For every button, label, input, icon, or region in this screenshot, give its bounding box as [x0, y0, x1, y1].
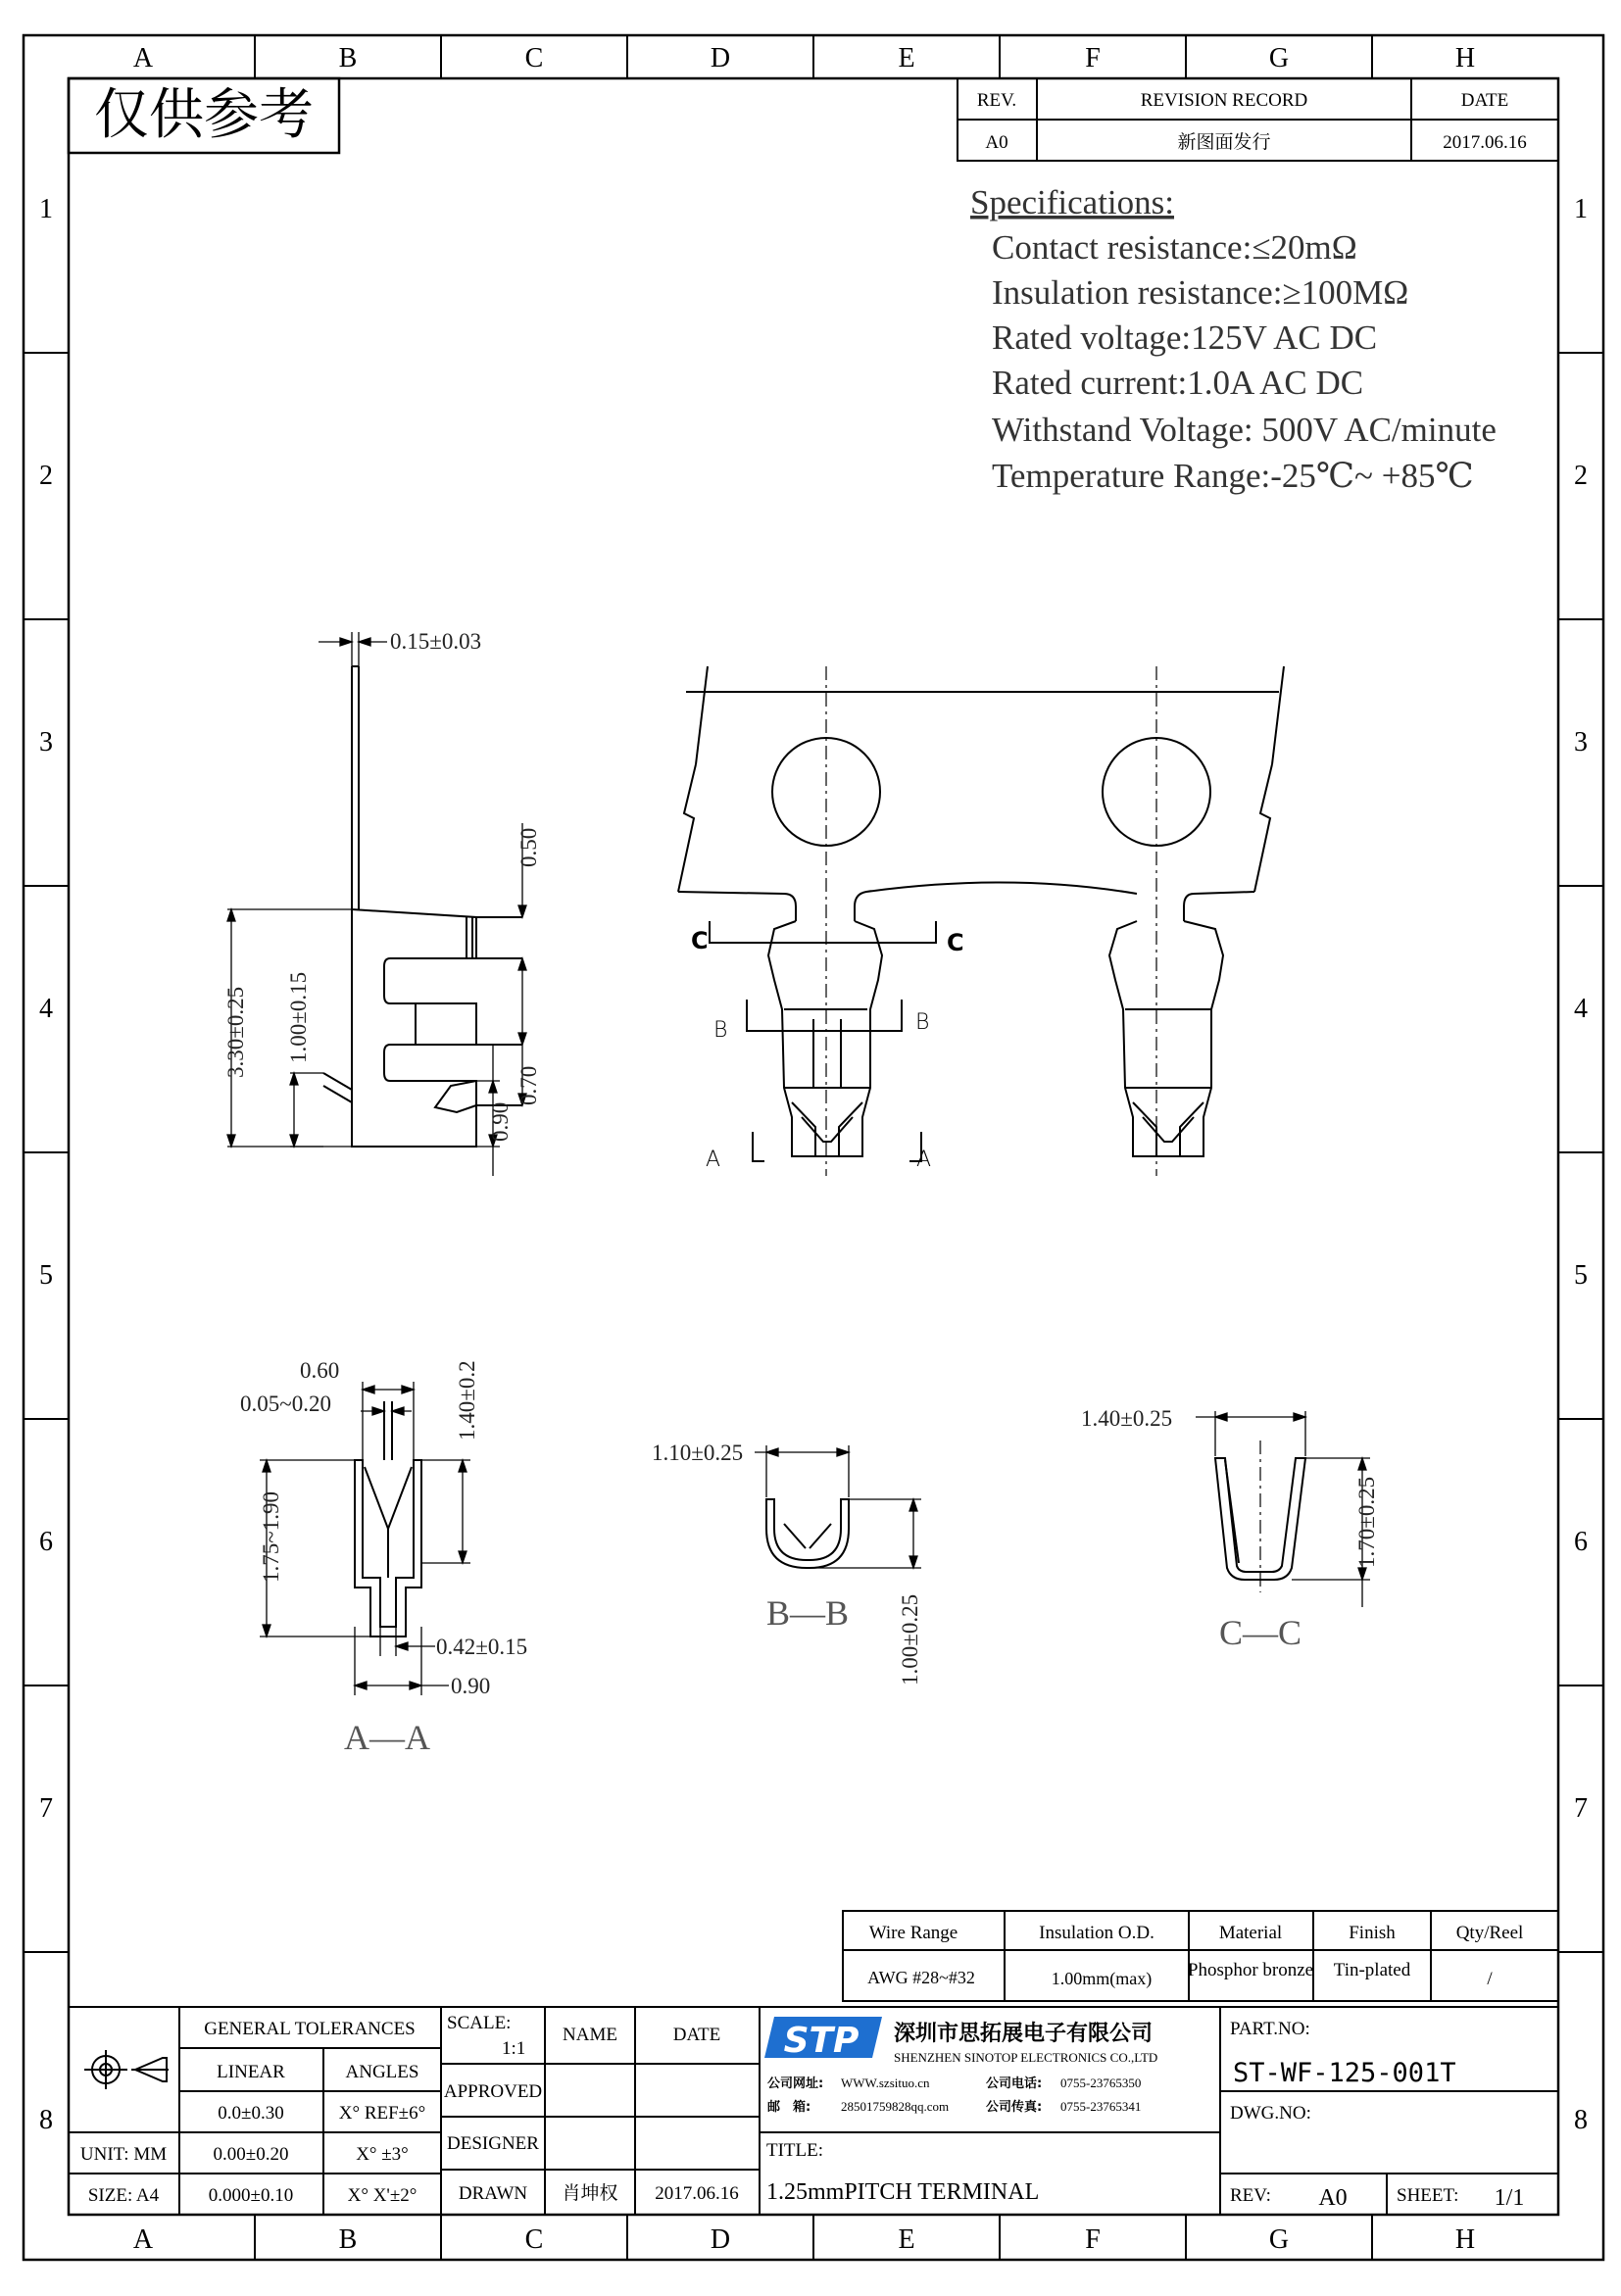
aa-dim-140: 1.40±0.2 [455, 1360, 479, 1441]
row-label-right: 5 [1574, 1260, 1588, 1291]
row-label-left: 6 [39, 1527, 53, 1557]
section-label-b-left: B [713, 1018, 728, 1043]
drawn-name: 肖坤权 [562, 2182, 618, 2204]
col-label-top: H [1454, 43, 1476, 73]
spec-table-header: Finish [1349, 1923, 1396, 1943]
spec-table-header: Material [1218, 1923, 1283, 1943]
rev-label: REV: [1230, 2185, 1271, 2206]
section-label-c-left: C [691, 927, 709, 954]
section-label-a-right: A [916, 1148, 932, 1172]
fax: 0755-23765341 [1060, 2099, 1142, 2114]
spec-table-qty: / [1487, 1969, 1493, 1989]
row-label-right: 3 [1574, 727, 1588, 757]
website-label: 公司网址: [767, 2076, 824, 2091]
approved-label: APPROVED [443, 2081, 543, 2102]
email-label: 邮 箱: [767, 2100, 811, 2115]
aa-dim-175: 1.75~1.90 [259, 1491, 283, 1583]
dim-330: 3.30±0.25 [223, 986, 248, 1078]
row-label-left: 4 [39, 994, 53, 1024]
col-label-top: D [710, 43, 731, 73]
email: 28501759828qq.com [841, 2099, 950, 2114]
linear-label: LINEAR [217, 2062, 285, 2082]
aa-dim-042: 0.42±0.15 [436, 1635, 528, 1659]
unit-label: UNIT: MM [79, 2144, 168, 2165]
section-title-aa: A—A [344, 1718, 430, 1757]
section-label-c-right: C [947, 929, 964, 956]
drawing-title: 1.25mmPITCH TERMINAL [766, 2179, 1040, 2205]
col-label-bottom: E [898, 2224, 915, 2255]
revision-record: 新图面发行 [1177, 131, 1271, 153]
col-label-top: C [524, 43, 544, 73]
row-label-left: 3 [39, 727, 53, 757]
spec-table-insulation: 1.00mm(max) [1051, 1969, 1153, 1988]
spec-table-finish: Tin-plated [1333, 1960, 1411, 1980]
part-no: ST-WF-125-001T [1233, 2058, 1456, 2088]
dim-070: 0.70 [516, 1065, 541, 1105]
spec-table-header: Qty/Reel [1455, 1923, 1524, 1943]
tolerance-linear: 0.00±0.20 [213, 2144, 289, 2165]
col-label-top: B [338, 43, 358, 73]
designer-label: DESIGNER [447, 2133, 539, 2154]
col-label-bottom: B [338, 2224, 358, 2255]
tolerance-angle: X° REF±6° [338, 2103, 426, 2124]
spec-line: Temperature Range:-25℃~ +85℃ [992, 457, 1474, 495]
tolerance-linear: 0.0±0.30 [218, 2103, 284, 2124]
section-label-a-left: A [706, 1148, 721, 1172]
section-bb [766, 1499, 849, 1568]
col-label-bottom: F [1085, 2224, 1101, 2255]
dim-050: 0.50 [516, 827, 541, 867]
spec-table-header: Insulation O.D. [1039, 1923, 1154, 1943]
col-label-bottom: D [710, 2224, 731, 2255]
aa-dim-060: 0.60 [300, 1358, 340, 1383]
row-label-left: 8 [39, 2105, 53, 2135]
tolerance-angle: X° X'±2° [347, 2185, 418, 2206]
spec-line: Contact resistance:≤20mΩ [992, 228, 1357, 267]
dim-thickness: 0.15±0.03 [390, 629, 482, 654]
company-name-cn: 深圳市思拓展电子有限公司 [894, 2022, 1154, 2046]
col-label-bottom: G [1268, 2224, 1290, 2255]
row-label-left: 2 [39, 461, 53, 491]
specifications [970, 183, 1497, 495]
sheet-value: 1/1 [1494, 2185, 1525, 2211]
angles-label: ANGLES [345, 2062, 419, 2082]
spec-table-material: Phosphor bronze [1187, 1960, 1314, 1980]
spec-heading: Specifications: [970, 183, 1175, 221]
row-label-right: 4 [1574, 994, 1588, 1024]
cc-dim-170: 1.70±0.25 [1354, 1476, 1379, 1568]
company-name-en: SHENZHEN SINOTOP ELECTRONICS CO.,LTD [894, 2050, 1158, 2065]
aa-dim-005: 0.05~0.20 [240, 1392, 331, 1416]
name-header: NAME [563, 2025, 617, 2045]
side-view-dimensions [227, 632, 526, 1176]
spec-line: Withstand Voltage: 500V AC/minute [992, 411, 1497, 449]
drawn-label: DRAWN [458, 2183, 528, 2204]
aa-dim-090: 0.90 [451, 1674, 491, 1698]
row-label-left: 5 [39, 1260, 53, 1291]
revision-date: 2017.06.16 [1443, 132, 1527, 153]
drawn-date: 2017.06.16 [655, 2183, 739, 2204]
row-label-left: 7 [39, 1793, 53, 1824]
revision-header-date: DATE [1460, 90, 1509, 111]
dim-090: 0.90 [488, 1101, 513, 1142]
bb-dim-110: 1.10±0.25 [652, 1441, 744, 1465]
sheet-label: SHEET: [1397, 2185, 1459, 2206]
spec-table-header: Wire Range [868, 1923, 958, 1943]
part-no-label: PART.NO: [1230, 2019, 1310, 2039]
row-label-right: 1 [1574, 194, 1588, 224]
projection-symbol-icon [84, 2050, 169, 2089]
spec-line: Rated voltage:125V AC DC [992, 318, 1378, 357]
revision-rev: A0 [985, 132, 1008, 153]
reference-stamp: 仅供参考 [94, 83, 314, 147]
section-aa [355, 1401, 421, 1637]
fax-label: 公司传真: [986, 2100, 1043, 2115]
spec-table-wire-range: AWG #28~#32 [867, 1968, 975, 1987]
col-label-bottom: C [524, 2224, 544, 2255]
title-label: TITLE: [766, 2140, 824, 2161]
phone-label: 公司电话: [986, 2076, 1043, 2091]
col-label-bottom: A [132, 2224, 154, 2255]
spec-line: Rated current:1.0A AC DC [992, 364, 1364, 402]
website: WWW.szsituo.cn [841, 2076, 930, 2090]
section-title-cc: C—C [1218, 1613, 1302, 1652]
bb-dim-100: 1.00±0.25 [898, 1593, 922, 1685]
general-tolerances-label: GENERAL TOLERANCES [204, 2019, 416, 2039]
spec-line: Insulation resistance:≥100MΩ [992, 273, 1409, 312]
col-label-top: A [132, 43, 154, 73]
row-label-left: 1 [39, 194, 53, 224]
col-label-top: F [1085, 43, 1101, 73]
col-label-top: E [898, 43, 915, 73]
revision-header-rev: REV. [976, 90, 1017, 111]
carrier-strip-view [678, 666, 1284, 1161]
center-lines [826, 666, 1156, 1176]
row-label-right: 8 [1574, 2105, 1588, 2135]
row-label-right: 6 [1574, 1527, 1588, 1557]
row-label-right: 7 [1574, 1793, 1588, 1824]
dwg-no-label: DWG.NO: [1230, 2103, 1311, 2124]
scale-label: SCALE: [447, 2013, 512, 2033]
revision-header-record: REVISION RECORD [1140, 90, 1308, 111]
tolerance-angle: X° ±3° [356, 2144, 409, 2165]
phone: 0755-23765350 [1060, 2076, 1142, 2090]
company-logo [764, 2017, 882, 2061]
row-label-right: 2 [1574, 461, 1588, 491]
dim-100: 1.00±0.15 [286, 971, 311, 1063]
cc-dim-140: 1.40±0.25 [1081, 1406, 1173, 1431]
logo-text: STP [783, 2021, 860, 2061]
col-label-top: G [1268, 43, 1290, 73]
scale-value: 1:1 [502, 2038, 526, 2059]
col-label-bottom: H [1454, 2224, 1476, 2255]
date-header: DATE [672, 2025, 721, 2045]
section-label-b-right: B [915, 1010, 930, 1035]
tolerance-linear: 0.000±0.10 [208, 2185, 294, 2206]
section-title-bb: B—B [765, 1593, 850, 1633]
rev-value: A0 [1318, 2185, 1348, 2211]
size-label: SIZE: A4 [87, 2185, 160, 2206]
